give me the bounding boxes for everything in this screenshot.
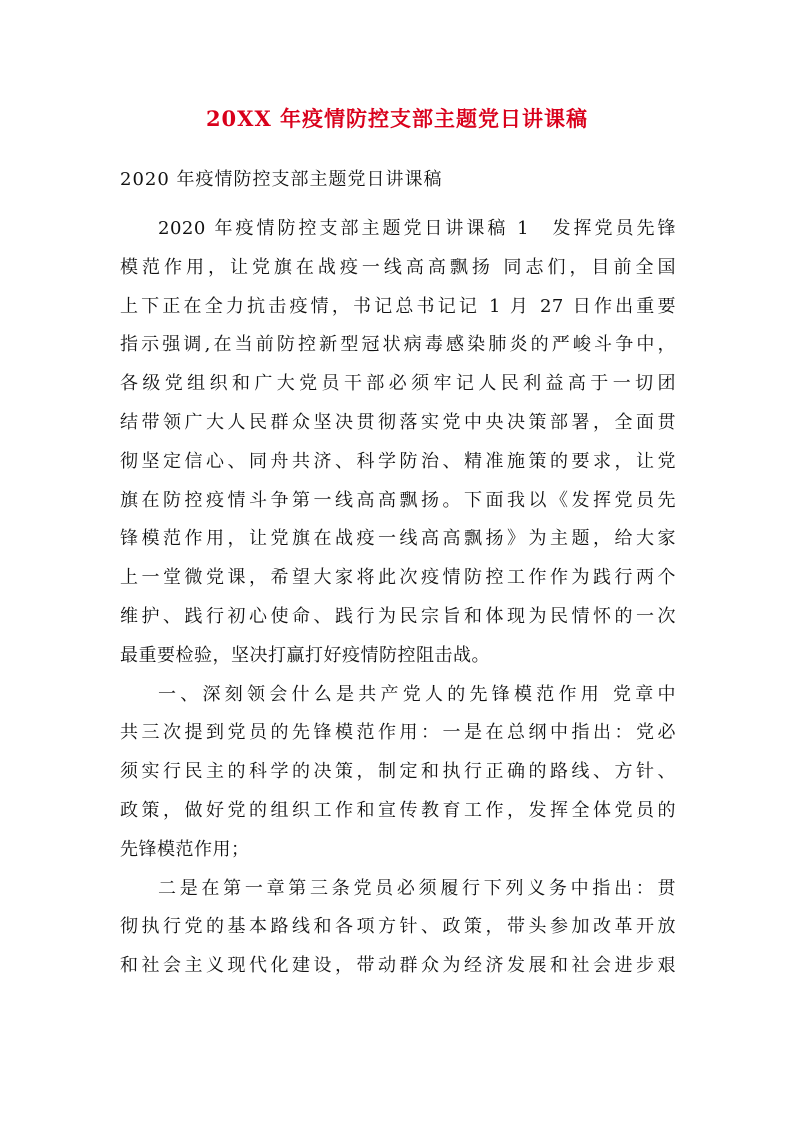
paragraph-line: 彻执行党的基本路线和各项方针、政策，带头参加改革开放 <box>120 916 676 938</box>
paragraph-line: 共三次提到党员的先锋模范作用：一是在总纲中指出：党必 <box>120 722 676 744</box>
paragraph-line: 二是在第一章第三条党员必须履行下列义务中指出：贯 <box>158 877 676 899</box>
paragraph-line: 和社会主义现代化建设，带动群众为经济发展和社会进步艰 <box>120 955 676 977</box>
paragraph-line: 一、深刻领会什么是共产党人的先锋模范作用 党章中 <box>158 683 676 705</box>
paragraph-line: 维护、践行初心使命、践行为民宗旨和体现为民情怀的一次 <box>120 605 676 627</box>
paragraph-line: 指示强调,在当前防控新型冠状病毒感染肺炎的严峻斗争中， <box>120 334 676 356</box>
paragraph-line: 结带领广大人民群众坚决贯彻落实党中央决策部署，全面贯 <box>120 411 676 433</box>
paragraph-line: 模范作用，让党旗在战疫一线高高飘扬 同志们，目前全国 <box>120 256 676 278</box>
paragraph-line: 最重要检验，坚决打赢打好疫情防控阻击战。 <box>120 644 490 666</box>
document-title: 20XX 年疫情防控支部主题党日讲课稿 <box>205 106 589 131</box>
document-body <box>120 210 676 986</box>
paragraph-line: 先锋模范作用； <box>120 838 250 860</box>
document-subtitle: 2020 年疫情防控支部主题党日讲课稿 <box>120 169 443 190</box>
paragraph-line: 各级党组织和广大党员干部必须牢记人民利益高于一切团 <box>120 373 676 395</box>
paragraph-line: 上一堂微党课，希望大家将此次疫情防控工作作为践行两个 <box>120 567 676 589</box>
paragraph-3 <box>120 870 676 986</box>
paragraph-line: 政策，做好党的组织工作和宣传教育工作，发挥全体党员的 <box>120 799 676 821</box>
paragraph-2 <box>120 676 676 870</box>
paragraph-1 <box>120 210 676 676</box>
paragraph-line: 须实行民主的科学的决策，制定和执行正确的路线、方针、 <box>120 761 676 783</box>
paragraph-line: 2020 年疫情防控支部主题党日讲课稿 1 发挥党员先锋 <box>158 218 676 239</box>
paragraph-line: 旗在防控疫情斗争第一线高高飘扬。下面我以《发挥党员先 <box>120 489 676 511</box>
paragraph-line: 上下正在全力抗击疫情，书记总书记记 1 月 27 日作出重要 <box>120 295 676 317</box>
paragraph-line: 彻坚定信心、同舟共济、科学防治、精准施策的要求，让党 <box>120 450 676 472</box>
paragraph-line: 锋模范作用，让党旗在战疫一线高高飘扬》为主题，给大家 <box>120 528 676 550</box>
